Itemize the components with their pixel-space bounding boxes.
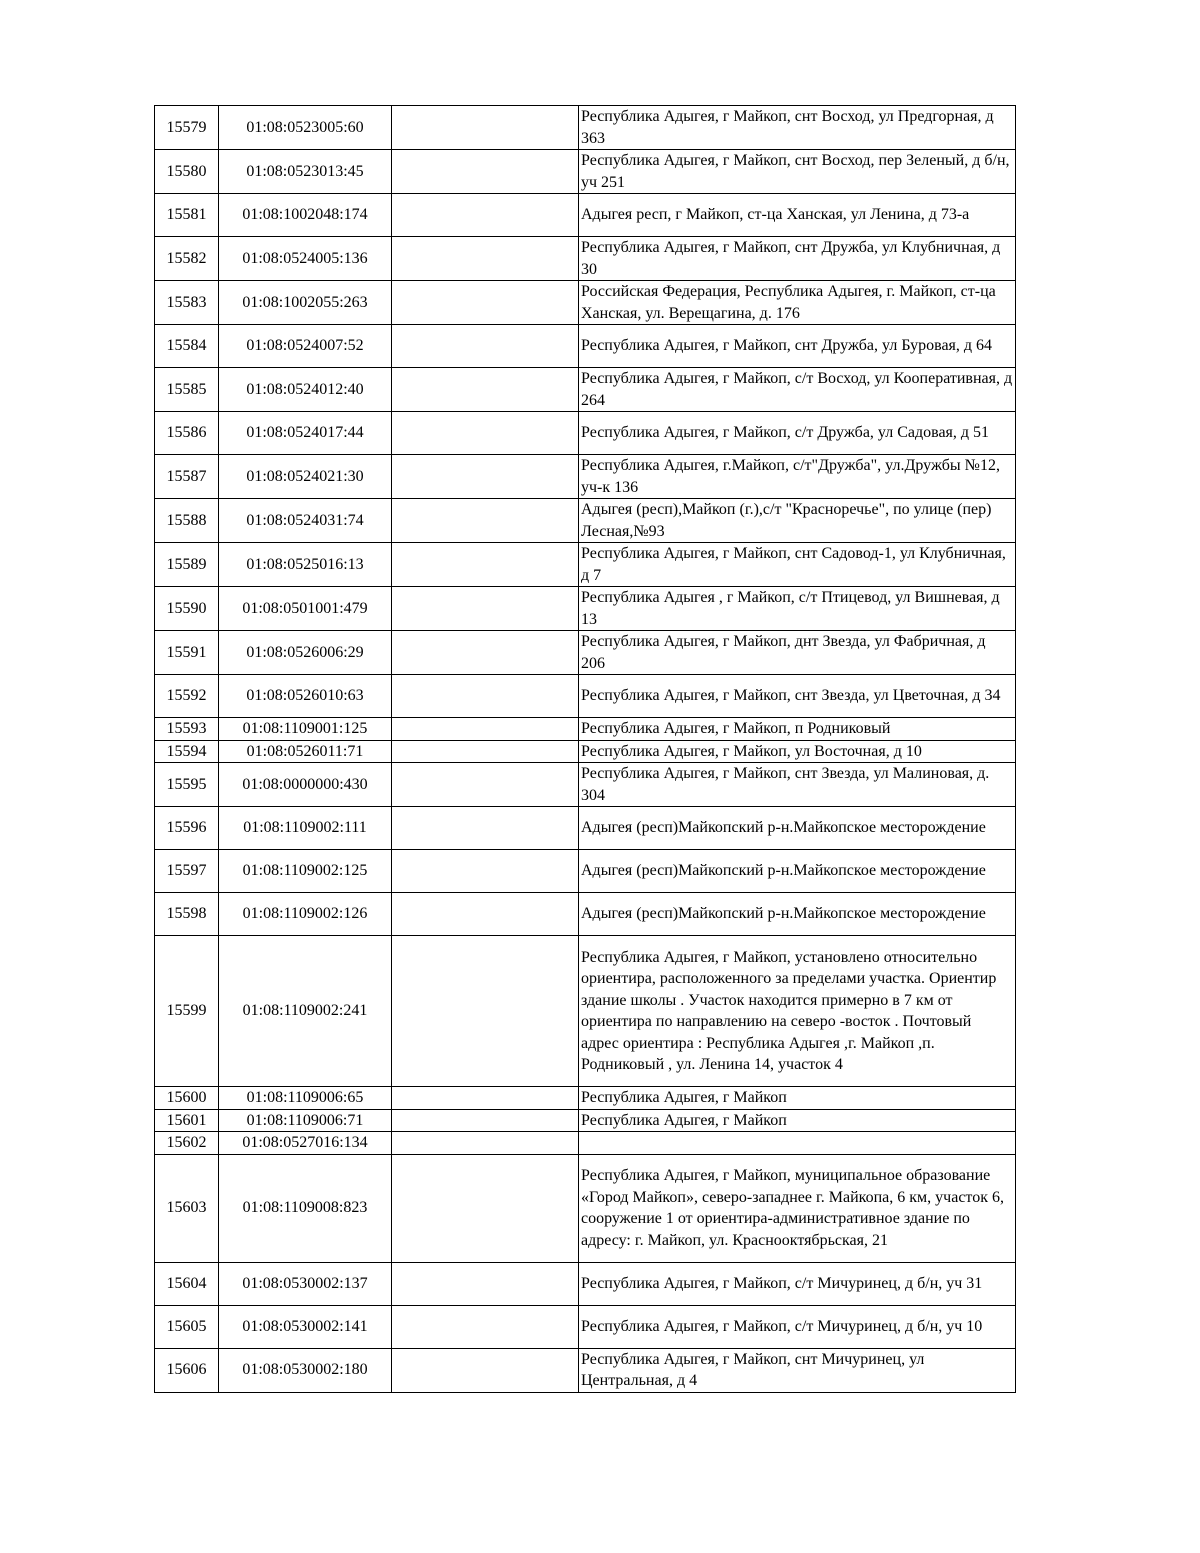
address-cell: Республика Адыгея, г Майкоп, установлено относительно ориентира, расположенного за пределами участка. Ориентир здание школы . Участок находится примерно в 7 км от ориентира по направлению на северо -восток . Почтовый адрес ориентира : Республика Адыгея ,г. Майкоп ,п. Родниковый , ул. Ленина 14, участок 4 [579,936,1016,1087]
table-row [155,1109,1016,1132]
cadastral-number: 01:08:0524031:74 [219,499,392,543]
empty-cell [392,281,579,325]
row-number: 15601 [155,1109,219,1132]
row-number: 15583 [155,281,219,325]
table-row [155,543,1016,587]
table-row [155,1305,1016,1348]
address-cell: Республика Адыгея, г Майкоп, снт Дружба, ул Буровая, д 64 [579,325,1016,368]
cadastral-number: 01:08:0524017:44 [219,412,392,455]
table-row [155,1262,1016,1305]
table-body [155,106,1016,1393]
row-number: 15585 [155,368,219,412]
table-row [155,281,1016,325]
address-cell: Республика Адыгея, г Майкоп, с/т Мичуринец, д б/н, уч 31 [579,1262,1016,1305]
row-number: 15586 [155,412,219,455]
address-cell: Республика Адыгея , г Майкоп, с/т Птицевод, ул Вишневая, д 13 [579,587,1016,631]
empty-cell [392,1109,579,1132]
table-row [155,150,1016,194]
cadastral-number: 01:08:0527016:134 [219,1132,392,1155]
cadastral-number: 01:08:0524005:136 [219,237,392,281]
row-number: 15588 [155,499,219,543]
empty-cell [392,412,579,455]
address-cell: Адыгея (респ)Майкопский р-н.Майкопское месторождение [579,893,1016,936]
address-cell: Республика Адыгея, г Майкоп, ул Восточная, д 10 [579,740,1016,763]
address-cell: Адыгея респ, г Майкоп, ст-ца Ханская, ул Ленина, д 73-а [579,194,1016,237]
cadastral-number: 01:08:0530002:141 [219,1305,392,1348]
row-number: 15582 [155,237,219,281]
table-row [155,718,1016,741]
address-cell: Республика Адыгея, г Майкоп, снт Звезда, ул Цветочная, д 34 [579,675,1016,718]
row-number: 15580 [155,150,219,194]
row-number: 15602 [155,1132,219,1155]
empty-cell [392,1087,579,1110]
table-row [155,631,1016,675]
table-row [155,106,1016,150]
empty-cell [392,807,579,850]
cadastral-number: 01:08:1109001:125 [219,718,392,741]
cadastral-number: 01:08:1109006:71 [219,1109,392,1132]
table-row [155,325,1016,368]
empty-cell [392,675,579,718]
cadastral-number: 01:08:1109002:126 [219,893,392,936]
cadastral-number: 01:08:0530002:137 [219,1262,392,1305]
table-row [155,237,1016,281]
empty-cell [392,936,579,1087]
address-cell: Республика Адыгея, г Майкоп [579,1087,1016,1110]
empty-cell [392,368,579,412]
row-number: 15596 [155,807,219,850]
address-cell: Республика Адыгея, г Майкоп, снт Восход, пер Зеленый, д б/н, уч 251 [579,150,1016,194]
row-number: 15581 [155,194,219,237]
address-cell: Республика Адыгея, г Майкоп, снт Садовод-1, ул Клубничная, д 7 [579,543,1016,587]
address-cell: Республика Адыгея, г Майкоп, снт Восход, ул Предгорная, д 363 [579,106,1016,150]
empty-cell [392,740,579,763]
address-cell: Республика Адыгея, г Майкоп, с/т Восход, ул Кооперативная, д 264 [579,368,1016,412]
row-number: 15593 [155,718,219,741]
table-row [155,1154,1016,1262]
table-row [155,1132,1016,1155]
address-cell: Республика Адыгея, г Майкоп, днт Звезда, ул Фабричная, д 206 [579,631,1016,675]
land-plot-table [154,105,1016,1393]
row-number: 15603 [155,1154,219,1262]
row-number: 15591 [155,631,219,675]
cadastral-number: 01:08:0526010:63 [219,675,392,718]
cadastral-number: 01:08:0501001:479 [219,587,392,631]
cadastral-number: 01:08:0000000:430 [219,763,392,807]
row-number: 15579 [155,106,219,150]
empty-cell [392,1305,579,1348]
table-row [155,368,1016,412]
table-row [155,1348,1016,1392]
cadastral-number: 01:08:1109002:241 [219,936,392,1087]
empty-cell [392,1262,579,1305]
address-cell: Адыгея (респ)Майкопский р-н.Майкопское месторождение [579,850,1016,893]
empty-cell [392,150,579,194]
row-number: 15592 [155,675,219,718]
row-number: 15589 [155,543,219,587]
row-number: 15597 [155,850,219,893]
empty-cell [392,543,579,587]
table-row [155,455,1016,499]
empty-cell [392,325,579,368]
table-row [155,763,1016,807]
table-row [155,740,1016,763]
table-row [155,587,1016,631]
cadastral-number: 01:08:0525016:13 [219,543,392,587]
empty-cell [392,106,579,150]
table-row [155,675,1016,718]
cadastral-number: 01:08:1109008:823 [219,1154,392,1262]
address-cell: Адыгея (респ)Майкопский р-н.Майкопское месторождение [579,807,1016,850]
row-number: 15599 [155,936,219,1087]
address-cell: Республика Адыгея, г Майкоп, с/т Дружба, ул Садовая, д 51 [579,412,1016,455]
empty-cell [392,237,579,281]
cadastral-number: 01:08:0523005:60 [219,106,392,150]
cadastral-number: 01:08:0526006:29 [219,631,392,675]
cadastral-number: 01:08:1002055:263 [219,281,392,325]
address-cell: Республика Адыгея, г Майкоп, с/т Мичуринец, д б/н, уч 10 [579,1305,1016,1348]
empty-cell [392,194,579,237]
row-number: 15587 [155,455,219,499]
table-row [155,1087,1016,1110]
empty-cell [392,718,579,741]
table-row [155,893,1016,936]
row-number: 15590 [155,587,219,631]
row-number: 15605 [155,1305,219,1348]
empty-cell [392,587,579,631]
empty-cell [392,1348,579,1392]
table-row [155,936,1016,1087]
row-number: 15584 [155,325,219,368]
table-row [155,194,1016,237]
cadastral-number: 01:08:1109002:111 [219,807,392,850]
table-row [155,412,1016,455]
empty-cell [392,631,579,675]
empty-cell [392,1154,579,1262]
address-cell: Республика Адыгея, г Майкоп, снт Дружба, ул Клубничная, д 30 [579,237,1016,281]
row-number: 15595 [155,763,219,807]
address-cell: Республика Адыгея, г Майкоп, снт Звезда, ул Малиновая, д. 304 [579,763,1016,807]
empty-cell [392,893,579,936]
cadastral-number: 01:08:0530002:180 [219,1348,392,1392]
cadastral-number: 01:08:1002048:174 [219,194,392,237]
empty-cell [392,850,579,893]
cadastral-number: 01:08:0526011:71 [219,740,392,763]
cadastral-number: 01:08:0524007:52 [219,325,392,368]
row-number: 15600 [155,1087,219,1110]
empty-cell [392,763,579,807]
row-number: 15594 [155,740,219,763]
address-cell [579,1132,1016,1155]
table-row [155,850,1016,893]
address-cell: Республика Адыгея, г.Майкоп, с/т"Дружба", ул.Дружбы №12, уч-к 136 [579,455,1016,499]
row-number: 15606 [155,1348,219,1392]
cadastral-number: 01:08:0524021:30 [219,455,392,499]
address-cell: Республика Адыгея, г Майкоп, п Родниковый [579,718,1016,741]
empty-cell [392,1132,579,1155]
cadastral-number: 01:08:1109002:125 [219,850,392,893]
table-row [155,807,1016,850]
row-number: 15604 [155,1262,219,1305]
empty-cell [392,499,579,543]
address-cell: Российская Федерация, Республика Адыгея, г. Майкоп, ст-ца Ханская, ул. Верещагина, д. 176 [579,281,1016,325]
address-cell: Республика Адыгея, г Майкоп [579,1109,1016,1132]
cadastral-number: 01:08:0523013:45 [219,150,392,194]
table-row [155,499,1016,543]
address-cell: Республика Адыгея, г Майкоп, снт Мичуринец, ул Центральная, д 4 [579,1348,1016,1392]
address-cell: Адыгея (респ),Майкоп (г.),с/т "Красноречье", по улице (пер) Лесная,№93 [579,499,1016,543]
empty-cell [392,455,579,499]
cadastral-number: 01:08:0524012:40 [219,368,392,412]
row-number: 15598 [155,893,219,936]
cadastral-number: 01:08:1109006:65 [219,1087,392,1110]
address-cell: Республика Адыгея, г Майкоп, муниципальное образование «Город Майкоп», северо-западнее г. Майкопа, 6 км, участок 6, сооружение 1 от ориентира-административное здание по адресу: г. Майкоп, ул. Краснооктябрьская, 21 [579,1154,1016,1262]
